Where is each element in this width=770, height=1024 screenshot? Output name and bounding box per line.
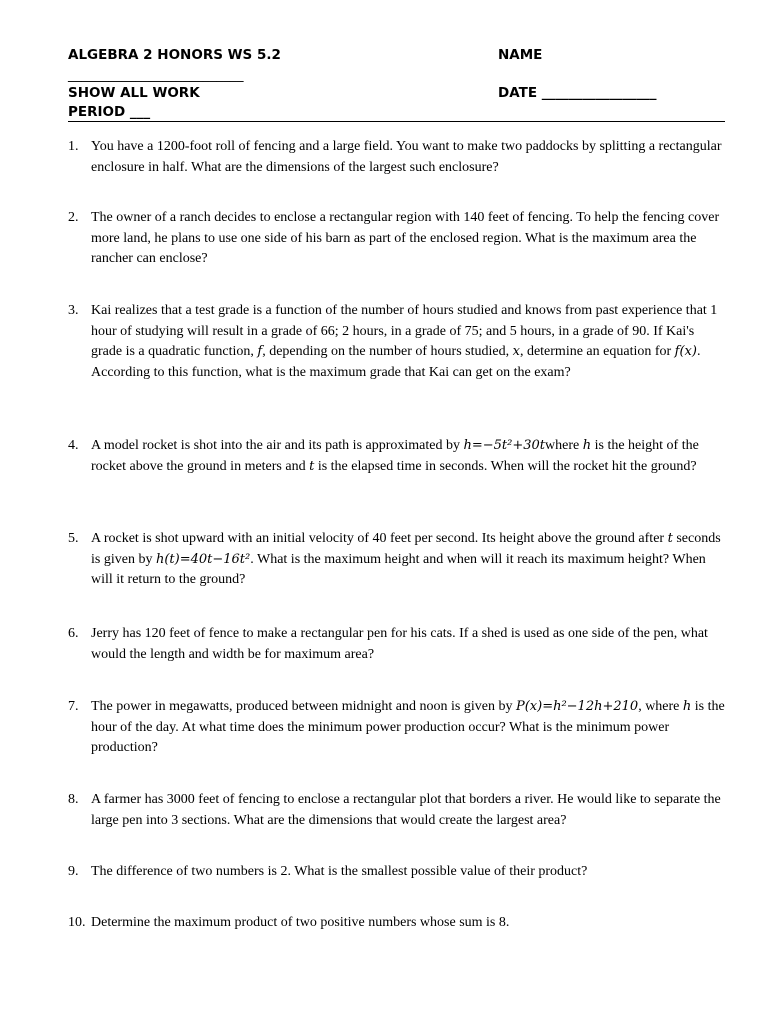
math-equation: h=−5t²+30t — [463, 438, 546, 453]
question-text: You have a 1200-foot roll of fencing and a large field. You want to make two paddocks by splitting a rectangular enclosure in half. What are the dimensions of the largest such enclosure? — [91, 139, 722, 175]
math-variable: t — [667, 531, 673, 546]
question-7 — [68, 697, 728, 759]
question-text: A rocket is shot upward with an initial velocity of 40 feet per second. Its height above the ground after t seconds is given by h(t)=40t−16t². What is the maximum height and when will it reach its maximum height? When will it return to the ground? — [91, 531, 721, 587]
question-5 — [68, 529, 728, 591]
math-equation: P(x)=h²−12h+210 — [515, 699, 639, 714]
question-text: Determine the maximum product of two positive numbers whose sum is 8. — [91, 915, 510, 930]
period-label: PERIOD ___ — [68, 104, 151, 120]
question-2 — [68, 208, 728, 270]
math-variable: x — [512, 344, 520, 359]
math-variable: f — [257, 344, 263, 359]
question-9 — [68, 862, 728, 883]
question-text: Jerry has 120 feet of fence to make a rectangular pen for his cats. If a shed is used as one side of the pen, what would the length and width be for maximum area? — [91, 626, 708, 662]
question-text: Kai realizes that a test grade is a function of the number of hours studied and knows from past experience that 1 hour of studying will result in a grade of 66; 2 hours, in a grade of 75; and 5 hours, in a grade of 90. If Kai's grade is a quadratic function, f, depending on the number of hours studied, x, determine an equation for f(x). According to this function, what is the maximum grade that Kai can get on the exam? — [91, 303, 718, 380]
math-variable: t — [309, 458, 315, 474]
question-number: 8. — [68, 792, 79, 807]
question-10 — [68, 913, 728, 934]
question-4 — [68, 436, 728, 477]
math-variable: h — [682, 699, 692, 714]
show-work-label: SHOW ALL WORK — [68, 85, 200, 101]
question-1 — [68, 137, 728, 178]
question-number: 7. — [68, 699, 79, 714]
question-number: 5. — [68, 531, 79, 546]
question-number: 6. — [68, 626, 79, 641]
math-variable: h — [582, 438, 592, 453]
question-text: The owner of a ranch decides to enclose a rectangular region with 140 feet of fencing. To help the fencing cover more land, he plans to use one side of his barn as part of the enclosed region. What is the maximum area the rancher can enclose? — [91, 210, 720, 266]
question-text: The difference of two numbers is 2. What is the smallest possible value of their product? — [91, 864, 588, 879]
name-blank-line: __________________________ — [68, 67, 244, 83]
question-3 — [68, 301, 728, 383]
math-equation: h(t)=40t−16t² — [155, 551, 251, 567]
question-number: 9. — [68, 864, 79, 879]
question-number: 10. — [68, 915, 86, 930]
question-text: A model rocket is shot into the air and its path is approximated by h=−5t²+30twhere h is the height of the rocket above the ground in meters and t is the elapsed time in seconds. When will the rocket hit the ground? — [91, 438, 699, 474]
header-divider — [68, 121, 725, 122]
question-text: A farmer has 3000 feet of fencing to enclose a rectangular plot that borders a river. He would like to separate the large pen into 3 sections. What are the dimensions that would create the largest area? — [91, 792, 721, 828]
question-number: 1. — [68, 139, 79, 154]
math-function: f(x) — [674, 344, 697, 359]
question-8 — [68, 790, 728, 831]
question-text: The power in megawatts, produced between midnight and noon is given by P(x)=h²−12h+210, where h is the hour of the day. At what time does the minimum power production occur? What is the minimum power production? — [91, 699, 725, 755]
date-label: DATE _________________ — [498, 85, 657, 101]
question-number: 2. — [68, 210, 79, 225]
name-label: NAME — [498, 47, 543, 63]
worksheet-title: ALGEBRA 2 HONORS WS 5.2 — [68, 47, 281, 63]
question-6 — [68, 624, 728, 665]
question-number: 3. — [68, 303, 79, 318]
question-number: 4. — [68, 438, 79, 453]
